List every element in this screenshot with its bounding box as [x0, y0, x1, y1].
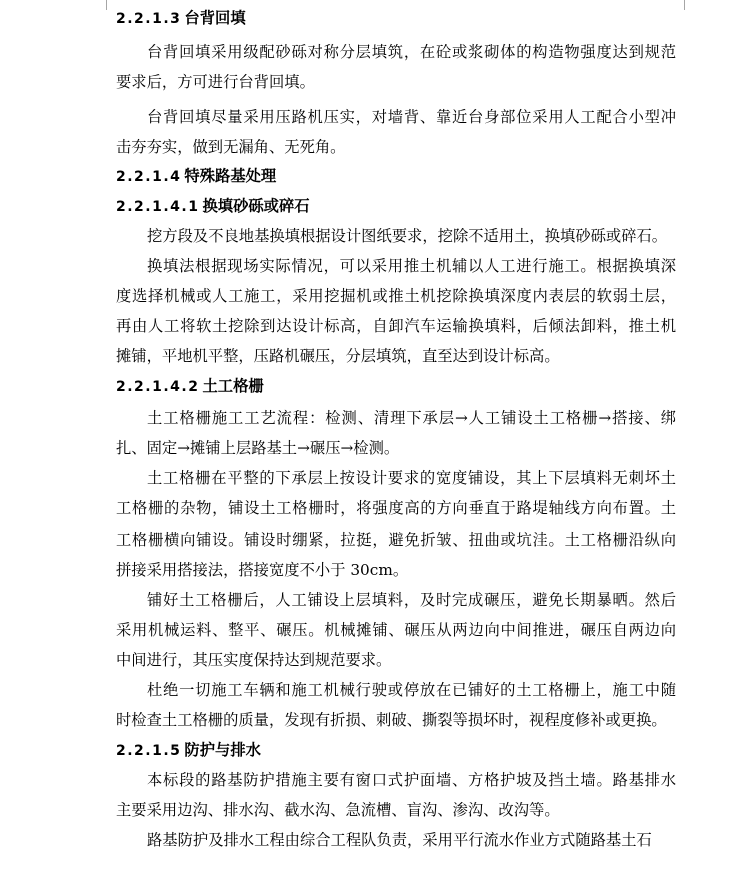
section-heading — [116, 376, 676, 396]
section-title: 土工格栅 — [202, 377, 264, 395]
paragraph-line: 要求后，方可进行台背回填。 — [116, 73, 315, 91]
section-heading — [116, 166, 676, 186]
paragraph-line: 铺好土工格栅后，人工铺设上层填料，及时完成碾压，避免长期暴晒。然后 — [147, 591, 676, 609]
paragraph-line: 挖方段及不良地基换填根据设计图纸要求，挖除不适用土，换填砂砾或碎石。 — [147, 227, 668, 245]
paragraph-line: 拼接采用搭接法，搭接宽度不小于 30cm。 — [116, 561, 409, 579]
paragraph-line: 主要采用边沟、排水沟、截水沟、急流槽、盲沟、渗沟、改沟等。 — [116, 801, 560, 819]
section-title: 换填砂砾或碎石 — [202, 197, 310, 215]
paragraph-line: 时检查土工格栅的质量，发现有折损、刺破、撕裂等损坏时，视程度修补或更换。 — [116, 711, 667, 729]
section-number: 2.2.1.3 — [116, 11, 182, 27]
paragraph-line: 中间进行，其压实度保持达到规范要求。 — [116, 651, 392, 669]
paragraph-line: 台背回填采用级配砂砾对称分层填筑，在砼或浆砌体的构造物强度达到规范 — [147, 43, 676, 61]
paragraph-line: 度选择机械或人工施工，采用挖掘机或推土机挖除换填深度内表层的软弱土层， — [116, 287, 676, 305]
section-number: 2.2.1.4 — [116, 169, 182, 185]
section-heading — [116, 8, 676, 28]
page-corner-mark-right — [684, 0, 695, 10]
section-heading — [116, 740, 676, 760]
page-corner-mark-left — [96, 0, 107, 10]
section-title: 防护与排水 — [184, 741, 261, 759]
section-title: 台背回填 — [184, 9, 246, 27]
paragraph-line: 工格栅横向铺设。铺设时绷紧，拉挺，避免折皱、扭曲或坑洼。土工格栅沿纵向 — [116, 531, 676, 549]
section-number: 2.2.1.5 — [116, 743, 182, 759]
paragraph-line: 台背回填尽量采用压路机压实，对墙背、靠近台身部位采用人工配合小型冲 — [147, 108, 676, 126]
paragraph-line: 本标段的路基防护措施主要有窗口式护面墙、方格护坡及挡土墙。路基排水 — [147, 771, 676, 789]
paragraph-line: 杜绝一切施工车辆和施工机械行驶或停放在已铺好的土工格栅上，施工中随 — [147, 681, 676, 699]
paragraph-line: 换填法根据现场实际情况，可以采用推土机辅以人工进行施工。根据换填深 — [147, 257, 676, 275]
paragraph-line: 击夯夯实，做到无漏角、无死角。 — [116, 138, 346, 156]
paragraph-line: 采用机械运料、整平、碾压。机械摊铺、碾压从两边向中间推进，碾压自两边向 — [116, 621, 676, 639]
paragraph-line: 土工格栅在平整的下承层上按设计要求的宽度铺设，其上下层填料无刺坏土 — [147, 469, 676, 487]
paragraph-line: 摊铺，平地机平整，压路机碾压，分层填筑，直至达到设计标高。 — [116, 347, 560, 365]
section-number: 2.2.1.4.1 — [116, 199, 200, 215]
paragraph-line: 土工格栅施工工艺流程：检测、清理下承层→人工铺设土工格栅→搭接、绑 — [147, 409, 676, 427]
paragraph-line: 路基防护及排水工程由综合工程队负责，采用平行流水作业方式随路基土石 — [147, 831, 652, 849]
section-title: 特殊路基处理 — [184, 167, 277, 185]
section-heading — [116, 196, 676, 216]
paragraph-line: 扎、固定→摊铺上层路基土→碾压→检测。 — [116, 439, 400, 457]
paragraph-line: 再由人工将软土挖除到达设计标高，自卸汽车运输换填料，后倾法卸料，推土机 — [116, 317, 676, 335]
section-number: 2.2.1.4.2 — [116, 379, 200, 395]
paragraph-line: 工格栅的杂物，铺设土工格栅时，将强度高的方向垂直于路堤轴线方向布置。土 — [116, 499, 676, 517]
